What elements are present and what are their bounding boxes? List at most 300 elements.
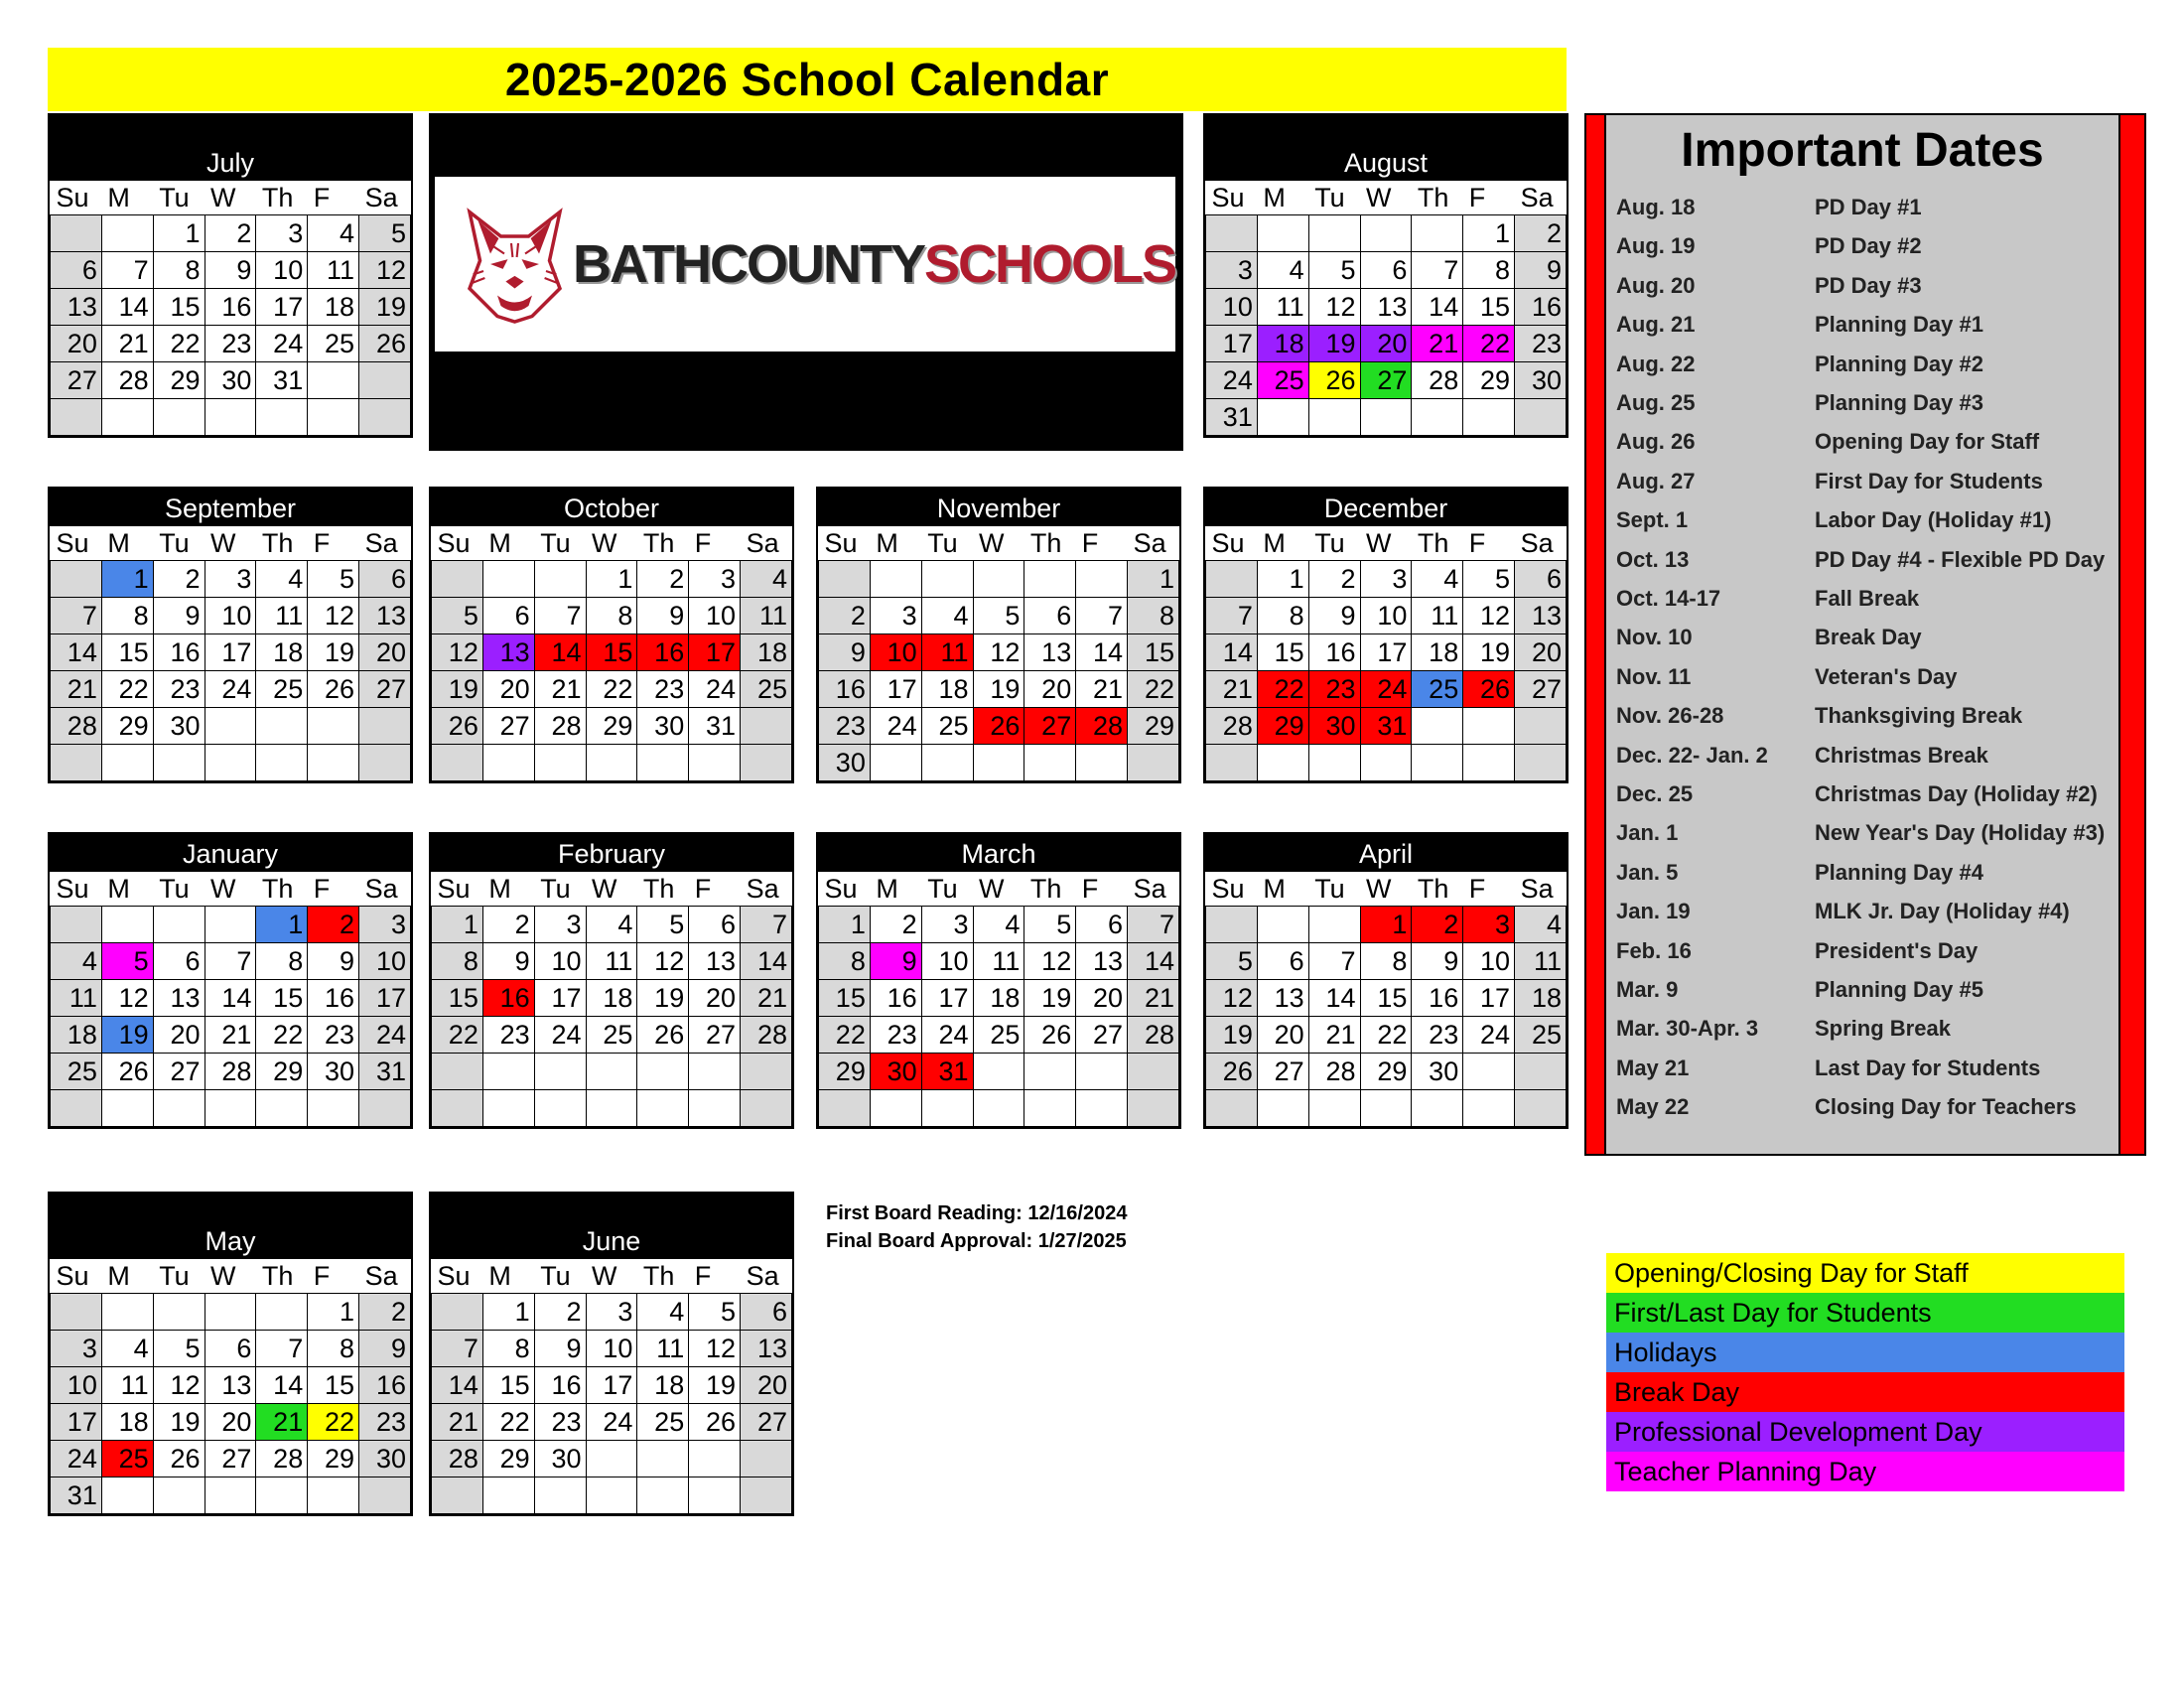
weekday-label: Su <box>432 1259 483 1294</box>
day-cell: 10 <box>51 1367 102 1404</box>
day-cell: 6 <box>1076 907 1128 943</box>
empty-day-cell <box>256 1294 308 1331</box>
empty-day-cell <box>482 1477 534 1514</box>
day-cell: 4 <box>741 561 792 598</box>
day-cell: 28 <box>1128 1017 1179 1054</box>
weekday-label: F <box>308 526 359 561</box>
logo-wordmark <box>573 233 1175 295</box>
empty-day-cell <box>359 1090 411 1127</box>
day-cell: 14 <box>205 980 256 1017</box>
day-cell: 3 <box>1360 561 1412 598</box>
day-cell: 11 <box>101 1367 153 1404</box>
empty-day-cell <box>689 1054 741 1090</box>
day-cell: 28 <box>1206 708 1258 745</box>
weekday-label: Sa <box>1128 872 1179 907</box>
week-row <box>432 1090 792 1127</box>
day-cell: 20 <box>689 980 741 1017</box>
week-row <box>819 561 1179 598</box>
week-row <box>819 1090 1179 1127</box>
weekday-label: Sa <box>359 872 411 907</box>
day-cell: 20 <box>153 1017 205 1054</box>
day-cell: 27 <box>1360 362 1412 399</box>
month-name: January <box>50 834 411 872</box>
day-cell: 6 <box>689 907 741 943</box>
important-event: Christmas Break <box>1815 742 1988 768</box>
weekday-label: W <box>205 872 256 907</box>
day-cell: 10 <box>921 943 973 980</box>
day-cell: 11 <box>637 1331 689 1367</box>
day-cell: 18 <box>741 634 792 671</box>
day-cell: 12 <box>101 980 153 1017</box>
day-cell: 26 <box>359 326 411 362</box>
empty-day-cell <box>1128 1090 1179 1127</box>
day-cell: 19 <box>1206 1017 1258 1054</box>
day-cell: 20 <box>205 1404 256 1441</box>
weekday-label: Sa <box>1515 181 1567 215</box>
day-cell: 5 <box>359 215 411 252</box>
day-cell: 23 <box>359 1404 411 1441</box>
day-cell: 3 <box>205 561 256 598</box>
weekday-label: M <box>1257 181 1308 215</box>
week-row <box>51 943 411 980</box>
first-board-reading: First Board Reading: 12/16/2024 <box>826 1202 1128 1224</box>
day-cell: 20 <box>1024 671 1076 708</box>
day-cell: 1 <box>101 561 153 598</box>
day-cell: 30 <box>1515 362 1567 399</box>
day-cell: 23 <box>534 1404 586 1441</box>
weekday-label: Tu <box>153 526 205 561</box>
weekday-label: Su <box>1206 181 1258 215</box>
day-cell: 24 <box>870 708 921 745</box>
week-row <box>819 634 1179 671</box>
day-cell: 11 <box>973 943 1024 980</box>
important-event: Fall Break <box>1815 586 1920 611</box>
empty-day-cell <box>101 1477 153 1514</box>
week-row <box>51 1404 411 1441</box>
day-cell: 16 <box>534 1367 586 1404</box>
week-row <box>51 326 411 362</box>
weekday-label: Su <box>1206 872 1258 907</box>
weekday-label: M <box>870 872 921 907</box>
board-info <box>826 1199 1127 1255</box>
weekday-label: Tu <box>1308 526 1360 561</box>
day-cell: 13 <box>205 1367 256 1404</box>
final-board-approval: Final Board Approval: 1/27/2025 <box>826 1230 1127 1252</box>
empty-day-cell <box>153 745 205 781</box>
day-cell: 13 <box>1515 598 1567 634</box>
day-cell: 2 <box>637 561 689 598</box>
day-cell: 16 <box>359 1367 411 1404</box>
week-row <box>51 907 411 943</box>
day-cell: 24 <box>1463 1017 1515 1054</box>
week-row <box>51 289 411 326</box>
empty-day-cell <box>482 1090 534 1127</box>
weekday-label: F <box>689 526 741 561</box>
day-cell: 23 <box>482 1017 534 1054</box>
day-cell: 9 <box>359 1331 411 1367</box>
day-cell: 30 <box>637 708 689 745</box>
weekday-label: M <box>101 1259 153 1294</box>
day-cell: 17 <box>359 980 411 1017</box>
day-cell: 30 <box>359 1441 411 1477</box>
day-cell: 10 <box>534 943 586 980</box>
important-event: First Day for Students <box>1815 468 2043 493</box>
weekday-label: M <box>101 526 153 561</box>
empty-day-cell <box>1206 1090 1258 1127</box>
important-date: Dec. 25 <box>1616 781 1694 806</box>
weekday-label: Tu <box>534 1259 586 1294</box>
day-cell: 31 <box>51 1477 102 1514</box>
day-cell: 9 <box>637 598 689 634</box>
day-cell: 2 <box>1412 907 1463 943</box>
empty-day-cell <box>1206 907 1258 943</box>
important-date: Nov. 10 <box>1616 625 1693 650</box>
weekday-label: Su <box>51 526 102 561</box>
week-row <box>1206 289 1567 326</box>
empty-day-cell <box>1024 561 1076 598</box>
day-cell: 19 <box>689 1367 741 1404</box>
day-cell: 7 <box>1308 943 1360 980</box>
week-row <box>1206 1017 1567 1054</box>
day-cell: 29 <box>1128 708 1179 745</box>
day-cell: 28 <box>432 1441 483 1477</box>
important-date: Jan. 5 <box>1616 859 1679 885</box>
empty-day-cell <box>51 215 102 252</box>
empty-day-cell <box>101 745 153 781</box>
day-cell: 16 <box>1515 289 1567 326</box>
day-cell: 1 <box>1463 215 1515 252</box>
day-cell: 13 <box>482 634 534 671</box>
week-row <box>51 252 411 289</box>
day-cell: 25 <box>1515 1017 1567 1054</box>
day-cell: 28 <box>1076 708 1128 745</box>
empty-day-cell <box>1024 1054 1076 1090</box>
day-cell: 8 <box>153 252 205 289</box>
day-cell: 2 <box>534 1294 586 1331</box>
day-cell: 5 <box>1463 561 1515 598</box>
day-cell: 25 <box>586 1017 637 1054</box>
day-cell: 10 <box>256 252 308 289</box>
weekday-label: W <box>1360 872 1412 907</box>
day-cell: 11 <box>51 980 102 1017</box>
day-cell: 4 <box>973 907 1024 943</box>
empty-day-cell <box>1308 907 1360 943</box>
weekday-label: Sa <box>1128 526 1179 561</box>
weekday-label: M <box>482 1259 534 1294</box>
empty-day-cell <box>153 1294 205 1331</box>
day-cell: 5 <box>101 943 153 980</box>
important-dates-heading: Important Dates <box>1681 124 2044 177</box>
day-cell: 9 <box>1308 598 1360 634</box>
day-cell: 7 <box>1128 907 1179 943</box>
empty-day-cell <box>870 1090 921 1127</box>
day-cell: 1 <box>819 907 871 943</box>
empty-day-cell <box>308 708 359 745</box>
month-grid <box>431 526 792 781</box>
empty-day-cell <box>1412 708 1463 745</box>
day-cell: 12 <box>359 252 411 289</box>
day-cell: 8 <box>586 598 637 634</box>
day-cell: 9 <box>1515 252 1567 289</box>
day-cell: 15 <box>256 980 308 1017</box>
day-cell: 2 <box>1308 561 1360 598</box>
day-cell: 15 <box>432 980 483 1017</box>
important-date: May 22 <box>1616 1094 1690 1120</box>
empty-day-cell <box>819 1090 871 1127</box>
day-cell: 25 <box>51 1054 102 1090</box>
weekday-label: W <box>205 181 256 215</box>
day-cell: 15 <box>153 289 205 326</box>
month-grid <box>1205 181 1567 436</box>
day-cell: 26 <box>1024 1017 1076 1054</box>
day-cell: 27 <box>153 1054 205 1090</box>
day-cell: 13 <box>1360 289 1412 326</box>
day-cell: 21 <box>1206 671 1258 708</box>
day-cell: 23 <box>637 671 689 708</box>
day-cell: 28 <box>741 1017 792 1054</box>
color-legend <box>1606 1253 2124 1491</box>
day-cell: 24 <box>51 1441 102 1477</box>
week-row <box>1206 362 1567 399</box>
day-cell: 22 <box>432 1017 483 1054</box>
weekday-label: M <box>870 526 921 561</box>
month-grid <box>431 1259 792 1514</box>
week-row <box>51 399 411 436</box>
day-cell: 11 <box>1515 943 1567 980</box>
day-cell: 21 <box>1128 980 1179 1017</box>
day-cell: 20 <box>482 671 534 708</box>
day-cell: 8 <box>432 943 483 980</box>
month-name: October <box>431 489 792 526</box>
day-cell: 5 <box>637 907 689 943</box>
day-cell: 18 <box>1257 326 1308 362</box>
important-event: Thanksgiving Break <box>1815 703 2023 729</box>
day-cell: 27 <box>741 1404 792 1441</box>
empty-day-cell <box>689 745 741 781</box>
day-cell: 13 <box>1257 980 1308 1017</box>
day-cell: 19 <box>1024 980 1076 1017</box>
important-date: Aug. 20 <box>1616 272 1696 298</box>
weekday-label: Su <box>51 1259 102 1294</box>
important-event: New Year's Day (Holiday #3) <box>1815 820 2106 846</box>
week-row <box>1206 1090 1567 1127</box>
day-cell: 5 <box>308 561 359 598</box>
day-cell: 23 <box>153 671 205 708</box>
day-cell: 29 <box>819 1054 871 1090</box>
weekday-label: Th <box>1024 526 1076 561</box>
empty-day-cell <box>921 745 973 781</box>
weekday-label: Tu <box>153 1259 205 1294</box>
weekday-label: Sa <box>359 181 411 215</box>
empty-day-cell <box>432 1294 483 1331</box>
day-cell: 28 <box>51 708 102 745</box>
day-cell: 4 <box>586 907 637 943</box>
empty-day-cell <box>359 708 411 745</box>
day-cell: 15 <box>482 1367 534 1404</box>
day-cell: 22 <box>153 326 205 362</box>
day-cell: 29 <box>482 1441 534 1477</box>
empty-day-cell <box>534 745 586 781</box>
week-row <box>1206 598 1567 634</box>
weekday-label: Su <box>432 526 483 561</box>
weekday-label: Tu <box>153 872 205 907</box>
weekday-label: Su <box>432 872 483 907</box>
empty-day-cell <box>637 1441 689 1477</box>
day-cell: 14 <box>1076 634 1128 671</box>
day-cell: 4 <box>1515 907 1567 943</box>
week-row <box>432 708 792 745</box>
empty-day-cell <box>1463 1054 1515 1090</box>
empty-day-cell <box>870 745 921 781</box>
empty-day-cell <box>153 1090 205 1127</box>
month-march <box>816 832 1181 1129</box>
day-cell: 1 <box>1257 561 1308 598</box>
day-cell: 31 <box>256 362 308 399</box>
day-cell: 4 <box>1412 561 1463 598</box>
month-november <box>816 487 1181 783</box>
day-cell: 10 <box>1360 598 1412 634</box>
logo-wordmark-part2: SCHOOLS <box>923 234 1175 294</box>
day-cell: 6 <box>153 943 205 980</box>
day-cell: 2 <box>359 1294 411 1331</box>
day-cell: 9 <box>1412 943 1463 980</box>
important-date: Nov. 11 <box>1616 663 1692 689</box>
empty-day-cell <box>1515 745 1567 781</box>
weekday-label: Sa <box>1515 526 1567 561</box>
day-cell: 12 <box>1024 943 1076 980</box>
weekday-label: Sa <box>1515 872 1567 907</box>
empty-day-cell <box>1076 1054 1128 1090</box>
week-row <box>51 1477 411 1514</box>
empty-day-cell <box>1463 708 1515 745</box>
week-row <box>51 980 411 1017</box>
empty-day-cell <box>256 745 308 781</box>
empty-day-cell <box>1257 907 1308 943</box>
week-row <box>51 598 411 634</box>
weekday-label: Tu <box>534 872 586 907</box>
empty-day-cell <box>637 745 689 781</box>
day-cell: 13 <box>51 289 102 326</box>
empty-day-cell <box>51 561 102 598</box>
day-cell: 18 <box>51 1017 102 1054</box>
day-cell: 25 <box>637 1404 689 1441</box>
day-cell: 17 <box>51 1404 102 1441</box>
weekday-label: Th <box>1412 872 1463 907</box>
empty-day-cell <box>586 1054 637 1090</box>
day-cell: 10 <box>586 1331 637 1367</box>
weekday-label: Su <box>819 872 871 907</box>
important-date: Aug. 18 <box>1616 195 1696 219</box>
day-cell: 7 <box>1412 252 1463 289</box>
day-cell: 7 <box>51 598 102 634</box>
day-cell: 17 <box>689 634 741 671</box>
day-cell: 12 <box>1308 289 1360 326</box>
empty-day-cell <box>741 745 792 781</box>
day-cell: 14 <box>1206 634 1258 671</box>
weekday-label: Th <box>637 526 689 561</box>
day-cell: 4 <box>637 1294 689 1331</box>
day-cell: 20 <box>1360 326 1412 362</box>
day-cell: 28 <box>205 1054 256 1090</box>
weekday-label: Su <box>819 526 871 561</box>
day-cell: 5 <box>153 1331 205 1367</box>
month-june <box>429 1192 794 1516</box>
empty-day-cell <box>586 1441 637 1477</box>
empty-day-cell <box>308 399 359 436</box>
day-cell: 1 <box>153 215 205 252</box>
day-cell: 6 <box>1024 598 1076 634</box>
week-row <box>1206 634 1567 671</box>
day-cell: 14 <box>1128 943 1179 980</box>
important-event: PD Day #2 <box>1815 233 1922 259</box>
empty-day-cell <box>1257 1090 1308 1127</box>
empty-day-cell <box>1412 399 1463 436</box>
empty-day-cell <box>534 1054 586 1090</box>
day-cell: 18 <box>637 1367 689 1404</box>
day-cell: 16 <box>819 671 871 708</box>
day-cell: 12 <box>1206 980 1258 1017</box>
day-cell: 10 <box>1463 943 1515 980</box>
day-cell: 11 <box>741 598 792 634</box>
day-cell: 4 <box>1257 252 1308 289</box>
weekday-label: F <box>1076 872 1128 907</box>
empty-day-cell <box>101 1294 153 1331</box>
day-cell: 29 <box>308 1441 359 1477</box>
day-cell: 18 <box>586 980 637 1017</box>
day-cell: 21 <box>534 671 586 708</box>
empty-day-cell <box>205 907 256 943</box>
week-row <box>819 943 1179 980</box>
weekday-label: W <box>586 872 637 907</box>
empty-day-cell <box>1076 1090 1128 1127</box>
day-cell: 9 <box>308 943 359 980</box>
week-row <box>432 561 792 598</box>
important-date: Mar. 9 <box>1616 977 1679 1002</box>
week-row <box>51 671 411 708</box>
day-cell: 30 <box>819 745 871 781</box>
empty-day-cell <box>1308 399 1360 436</box>
empty-day-cell <box>51 399 102 436</box>
weekday-label: Sa <box>359 1259 411 1294</box>
day-cell: 27 <box>1024 708 1076 745</box>
week-row <box>432 1367 792 1404</box>
empty-day-cell <box>1128 745 1179 781</box>
day-cell: 2 <box>1515 215 1567 252</box>
day-cell: 29 <box>153 362 205 399</box>
day-cell: 22 <box>586 671 637 708</box>
day-cell: 27 <box>1076 1017 1128 1054</box>
day-cell: 8 <box>308 1331 359 1367</box>
day-cell: 19 <box>101 1017 153 1054</box>
day-cell: 12 <box>637 943 689 980</box>
week-row <box>432 907 792 943</box>
weekday-label: Tu <box>921 526 973 561</box>
important-date: May 21 <box>1616 1055 1690 1080</box>
calendar-title: 2025-2026 School Calendar <box>48 48 1567 111</box>
day-cell: 22 <box>1360 1017 1412 1054</box>
day-cell: 3 <box>921 907 973 943</box>
day-cell: 24 <box>586 1404 637 1441</box>
important-dates-panel <box>1584 113 2146 1156</box>
important-date: Mar. 30-Apr. 3 <box>1616 1016 1759 1042</box>
day-cell: 14 <box>51 634 102 671</box>
day-cell: 6 <box>359 561 411 598</box>
empty-day-cell <box>741 1054 792 1090</box>
day-cell: 22 <box>1257 671 1308 708</box>
day-cell: 12 <box>432 634 483 671</box>
day-cell: 26 <box>1308 362 1360 399</box>
week-row <box>1206 215 1567 252</box>
